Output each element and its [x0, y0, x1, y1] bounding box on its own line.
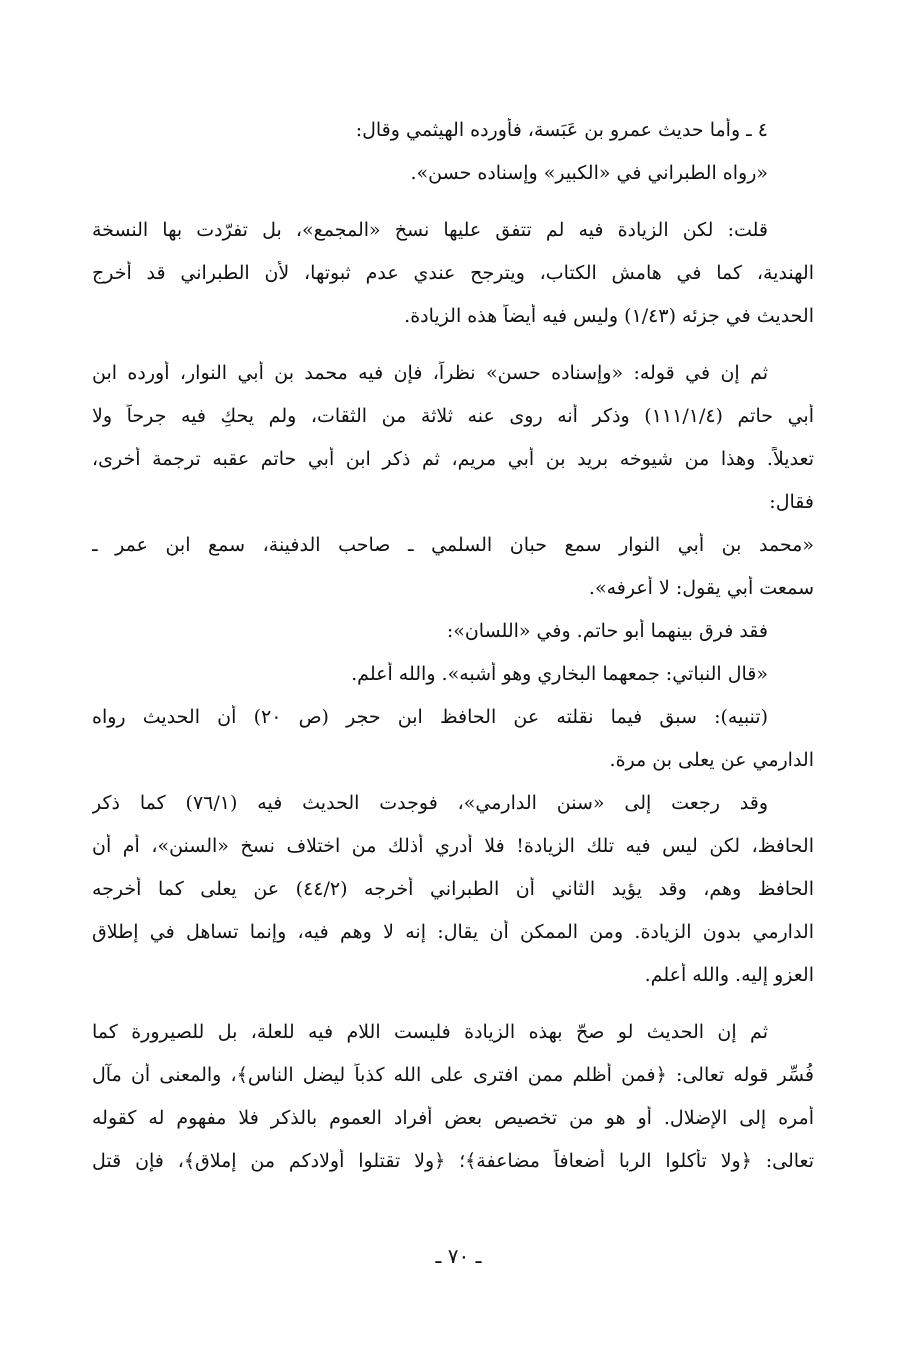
- text-line: (تنبيه): سبق فيما نقلته عن الحافظ ابن حجر (ص ٢٠) أن الحديث رواه: [92, 706, 768, 728]
- paragraph: [92, 361, 814, 1006]
- page-body: [92, 118, 814, 1192]
- text-line: «رواه الطبراني في «الكبير» وإسناده حسن».: [410, 162, 768, 184]
- text-line: أبي حاتم (١١١/١/٤) وذكر أنه روى عنه ثلاثة من الثقات، ولم يحكِ فيه جرحاً ولا: [92, 405, 814, 427]
- text-line: «محمد بن أبي النوار سمع حبان السلمي ـ صاحب الدفينة، سمع ابن عمر ـ: [92, 534, 814, 556]
- text-line: ثم إن الحديث لو صحّ بهذه الزيادة فليست اللام فيه للعلة، بل للصيرورة كما: [92, 1021, 768, 1043]
- text-line: الحديث في جزئه (١/٤٣) وليس فيه أيضاً هذه الزيادة.: [404, 305, 814, 327]
- text-line: تعالى: ﴿ولا تأكلوا الربا أضعافاً مضاعفة﴾؛ ﴿ولا تقتلوا أولادكم من إملاق﴾، فإن قتل: [92, 1150, 814, 1172]
- paragraph-gap: [92, 347, 814, 361]
- paragraph-gap: [92, 204, 814, 218]
- text-line: فقد فرق بينهما أبو حاتم. وفي «اللسان»:: [446, 620, 768, 642]
- text-line: الدارمي بدون الزيادة. ومن الممكن أن يقال: إنه لا وهم فيه، وإنما تساهل في إطلاق: [92, 921, 814, 943]
- text-line: ثم إن في قوله: «وإسناده حسن» نظراً، فإن فيه محمد بن أبي النوار، أورده ابن: [92, 362, 768, 384]
- text-line: الهندية، كما في هامش الكتاب، ويترجح عندي عدم ثبوتها، لأن الطبراني قد أخرج: [92, 262, 814, 284]
- text-line: أمره إلى الإضلال. أو هو من تخصيص بعض أفراد العموم بالذكر فلا مفهوم له كقوله: [92, 1107, 814, 1129]
- paragraph: [92, 218, 814, 347]
- text-line: «قال النباتي: جمعهما البخاري وهو أشبه». والله أعلم.: [351, 663, 768, 685]
- paragraph-gap: [92, 1006, 814, 1020]
- text-line: الحافظ، لكن ليس فيه تلك الزيادة! فلا أدري أذلك من اختلاف نسخ «السنن»، أم أن: [92, 835, 814, 857]
- text-line: العزو إليه. والله أعلم.: [644, 964, 814, 986]
- text-line: الحافظ وهم، وقد يؤيد الثاني أن الطبراني أخرجه (٤٤/٢) عن يعلى كما أخرجه: [92, 878, 814, 900]
- text-line: ٤ ـ وأما حديث عمرو بن عَبَسة، فأورده الهيثمي وقال:: [355, 119, 768, 141]
- paragraph: [92, 118, 814, 204]
- text-line: تعديلاً. وهذا من شيوخه بريد بن أبي مريم، ثم ذكر ابن أبي حاتم عقبه ترجمة أخرى،: [92, 448, 814, 470]
- text-line: فقال:: [769, 491, 814, 513]
- text-line: قلت: لكن الزيادة فيه لم تتفق عليها نسخ «المجمع»، بل تفرّدت بها النسخة: [92, 219, 768, 241]
- text-line: وقد رجعت إلى «سنن الدارمي»، فوجدت الحديث فيه (٧٦/١) كما ذكر: [92, 792, 768, 814]
- paragraph: [92, 1020, 814, 1192]
- page-number: ـ ٧٠ ـ: [435, 1244, 482, 1268]
- text-line: سمعت أبي يقول: لا أعرفه».: [588, 577, 814, 599]
- text-line: فُسِّر قوله تعالى: ﴿فمن أظلم ممن افترى على الله كذباً ليضل الناس﴾، والمعنى أن مآل: [92, 1064, 814, 1086]
- text-line: الدارمي عن يعلى بن مرة.: [609, 749, 814, 771]
